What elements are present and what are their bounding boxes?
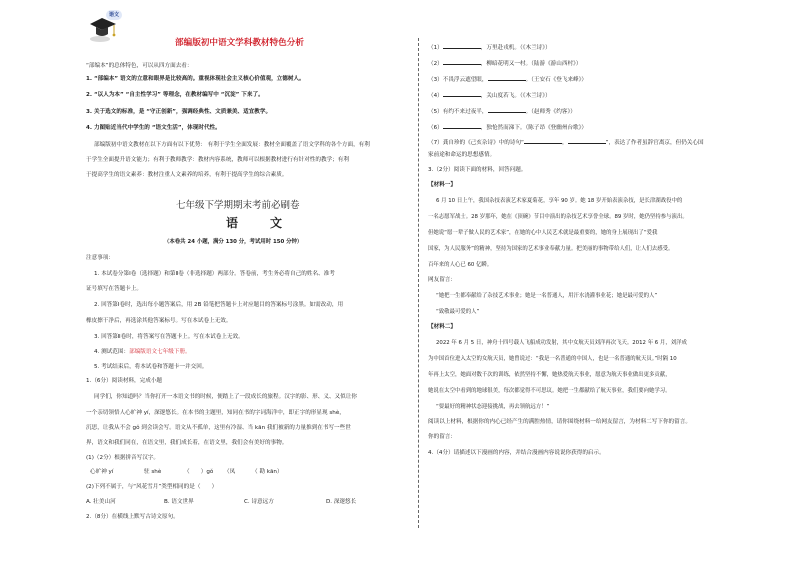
poem-5-blank <box>488 106 526 113</box>
graduation-cap-logo <box>88 10 130 44</box>
note-1b: 证号填写在答题卡上。 <box>86 286 142 292</box>
comment-2: “致敬最可爱的人” <box>436 309 480 315</box>
q1-sub2: (2)下列不属于，与“风花雪月”类型相同的是（ ） <box>86 484 218 490</box>
comments-heading: 网友留言： <box>428 277 456 283</box>
poem-2-post: ，柳暗花明又一村。（陆游《游山西村》） <box>480 61 582 67</box>
exam-meta: （本卷共 24 小题，满分 130 分，考试用时 150 分钟） <box>164 239 303 245</box>
q1-passage-4: 界，语文和我们同在，在语文里，我们成长着，在语文里，我们会有美好的事物。 <box>86 440 288 446</box>
pinyin-2: 驻 shè <box>144 469 162 475</box>
q1-passage-2: 一个亲切领悟人心旷神 yí，深邃悠长。在本书的主题里，知同在书的字词海洋中，即正字的形显现 shè， <box>86 410 345 416</box>
poem-2-blank <box>443 58 481 65</box>
poem-2 <box>428 58 581 68</box>
poem-5-pre: （5）有约不来过夜半， <box>428 109 488 115</box>
q4-heading: 4.（4分）请描述以下漫画的内容，并结合漫画内容说说你获得的启示。 <box>428 450 605 456</box>
material-2-line-2: 为中国首位进入太空的女航天员，她曾说过：“我是一名普通的中国人，也是一名普通的航天员。”时隔 10 <box>428 356 677 362</box>
header-point-1: 1. “部编本” 语文的立意和眼界是比较高的。重视体现社会主义核心价值观，立德树人。 <box>86 76 305 82</box>
header-intro: “部编本”的总体特色，可以从四方面去看： <box>86 63 193 69</box>
note-3: 3. 回答第Ⅱ卷时，将答案写在答题卡上。写在本试卷上无效。 <box>94 334 244 340</box>
option-a: A. 壮美山河 <box>86 499 116 505</box>
poem-4-blank <box>443 90 481 97</box>
poem-2-pre: （2） <box>428 61 443 67</box>
poem-5-post: 。（赵师秀《约客》） <box>525 109 576 115</box>
poem-3-post: 。（王安石《登飞来峰》） <box>525 77 588 83</box>
q7-blank-2 <box>568 137 606 144</box>
note-4 <box>94 349 191 356</box>
poem-6 <box>428 122 587 132</box>
exam-subject: 语 文 <box>226 216 293 230</box>
pinyin-5: （ 勘 kān） <box>252 469 283 475</box>
poem-3-blank <box>488 74 526 81</box>
note-1a: 1. 本试卷分第Ⅰ卷（选择题）和第Ⅱ卷（非选择题）两部分。答卷前，考生务必将自己的姓名、准考 <box>94 271 335 277</box>
q7-line-1 <box>428 137 704 147</box>
header-conclusion-2: 于学生全面提升语文能力；有利于教师教学：教材内容系统，教师可以根据教材进行有针对性的教学；有利 <box>86 157 349 163</box>
pinyin-3: （ ）gǒ <box>184 469 214 475</box>
pinyin-4: （凤 <box>224 469 236 475</box>
header-conclusion-1: 部编版初中语文教材在以下方面有以下优势： 有利于学生全面发展：教材全面覆盖了语文学科的各个方面，有利 <box>94 142 370 148</box>
material-1-line-1: 6 月 10 日上午，我国杂技表演艺术家夏菊花，享年 90 岁。她 18 岁开始表演杂技，是长津湖战役中的 <box>436 198 683 204</box>
material-2-line-4: 她说在太空中看到的地球很美，每次都觉得不可思议。她把一生都献给了航天事业，我们要向她学习。 <box>428 388 671 394</box>
exam-title: 七年级下学期期末考前必刷卷 <box>176 200 300 211</box>
option-d: D. 深邃悠长 <box>326 499 357 505</box>
header-point-3: 3. 关于选文的标准，是 “守正创新”，强调经典性、文质兼美、适宜教学。 <box>86 109 272 115</box>
material-2-heading: 【材料二】 <box>428 324 456 330</box>
header-title: 部编版初中语文学科教材特色分析 <box>175 38 304 48</box>
q3-prompt: 阅读以上材料，根据你的内心已经产生的满腔热情，请你围绕材料一给网友留言，为材料二写下你的留言。 <box>428 419 691 425</box>
notes-heading: 注意事项： <box>86 255 114 261</box>
material-1-line-3: 但她说“愿一辈子做人民的艺术家”，在她的心中人民艺术就是最重要的，她的身上展现出了“爱我 <box>428 230 658 236</box>
header-point-2: 2. “以人为本” “自主性学习” 等理念，在教材编写中 “沉淀” 下来了。 <box>86 92 264 98</box>
q7-part-c: ”，表达了作者虽辞官离京，但仍关心国 <box>605 140 704 146</box>
poem-4-post: ，关山度若飞。（《木兰诗》） <box>480 93 551 99</box>
poem-1-pre: （1） <box>428 45 443 51</box>
note-4-range: 部编版语文七年级下册。 <box>129 349 191 355</box>
option-b: B. 语文世界 <box>164 499 194 505</box>
q7-blank-1 <box>524 137 562 144</box>
q1-sub1: (1)（2分）根据拼音写汉字。 <box>86 455 160 461</box>
poem-6-post: ，独怆然而涕下。（陈子昂《登幽州台歌》） <box>480 125 588 131</box>
header-conclusion-3: 于提高学生的语文素养：教材注重人文素养的培养，有利于提高学生的综合素质。 <box>86 172 288 178</box>
logo-badge: 语文 <box>106 10 122 20</box>
poem-6-pre: （6） <box>428 125 443 131</box>
q3-heading: 3.（2分）阅读下面的材料，回答问题。 <box>428 167 527 173</box>
q3-answer-label: 你的留言： <box>428 434 456 440</box>
q2-heading: 2.（8分）在横线上默写古诗文原句。 <box>86 514 179 520</box>
poem-4 <box>428 90 551 100</box>
poem-3-pre: （3）不畏浮云遮望眼， <box>428 77 488 83</box>
column-divider <box>418 38 419 528</box>
note-2a: 2. 回答第Ⅰ卷时，选出每小题答案后，用 2B 铅笔把答题卡上对应题目的答案标号涂黑。如需改动，用 <box>94 302 344 308</box>
material-1-line-4: 国家，为人民服务”的精神，坚持为国家的艺术事业奉献力量。把美丽的事物带给人们，让人们去感受。 <box>428 246 674 252</box>
header-point-4: 4. 力图贴近当代中学生的 “语文生活”，体现时代性。 <box>86 125 221 131</box>
q7-part-a: （7）龚自珍的《己亥杂诗》中的诗句“ <box>428 140 524 146</box>
q1-heading: 1.（6分）阅读材料，完成小题 <box>86 378 163 384</box>
material-2-line-1: 2022 年 6 月 5 日，神舟十四号载人飞船成功发射，其中女航天员刘洋再次飞天。2012 年 6 月，刘洋成 <box>436 340 687 346</box>
poem-5 <box>428 106 576 116</box>
q7-line-2: 家前途和命运的思想感情。 <box>428 152 496 158</box>
comment-1: “她把一生都奉献给了杂技艺术事业；她是一名普通人，用汗水浇灌事业花；她是最可爱的人” <box>436 293 658 299</box>
q1-passage-3: 沉思，让我从不会 gǒ 到会读会写。语文从不孤单，这里有冷湿、当 kān 我们被新的力量推到在书写一些世 <box>86 425 351 431</box>
poem-1 <box>428 42 551 52</box>
pinyin-1: 心旷神 yí <box>90 469 114 475</box>
note-5: 5. 考试结束后，将本试卷和答题卡一并交回。 <box>94 364 208 370</box>
poem-6-blank <box>443 122 481 129</box>
material-1-line-5: 百年来的人心已 60 亿瞬。 <box>428 262 493 268</box>
poem-1-post: ，万里赴戎机。（《木兰诗》） <box>480 45 551 51</box>
poem-4-pre: （4） <box>428 93 443 99</box>
q7-part-b: ， <box>561 140 568 146</box>
poem-1-blank <box>443 42 481 49</box>
material-2-line-3: 年再上太空，她面对数千次的训练，依然坚持不懈，她热爱航天事业，愿意为航天事业做出更多贡献， <box>428 372 671 378</box>
material-1-heading: 【材料一】 <box>428 182 456 188</box>
note-2b: 橡皮擦干净后，再选涂其他答案标号。写在本试卷上无效。 <box>86 318 232 324</box>
material-1-line-2: 一名志愿军战士。28 岁那年，她在《顶碗》节目中演出的杂技艺术享誉全球。89 岁时，她仍坚持参与演出。 <box>428 214 688 220</box>
option-c: C. 诗意远方 <box>244 499 274 505</box>
q1-passage-1: 同学们，你知道吗？当你打开一本语文书的时候，便踏上了一段成长的旅程。汉字的影、形、义、又似让你 <box>94 394 357 400</box>
poem-3 <box>428 74 587 84</box>
note-4-prefix: 4. 测试范围： <box>94 349 130 355</box>
material-2-line-5: “要最好的精神状态迎接挑战，再去领航远方！” <box>436 404 550 410</box>
